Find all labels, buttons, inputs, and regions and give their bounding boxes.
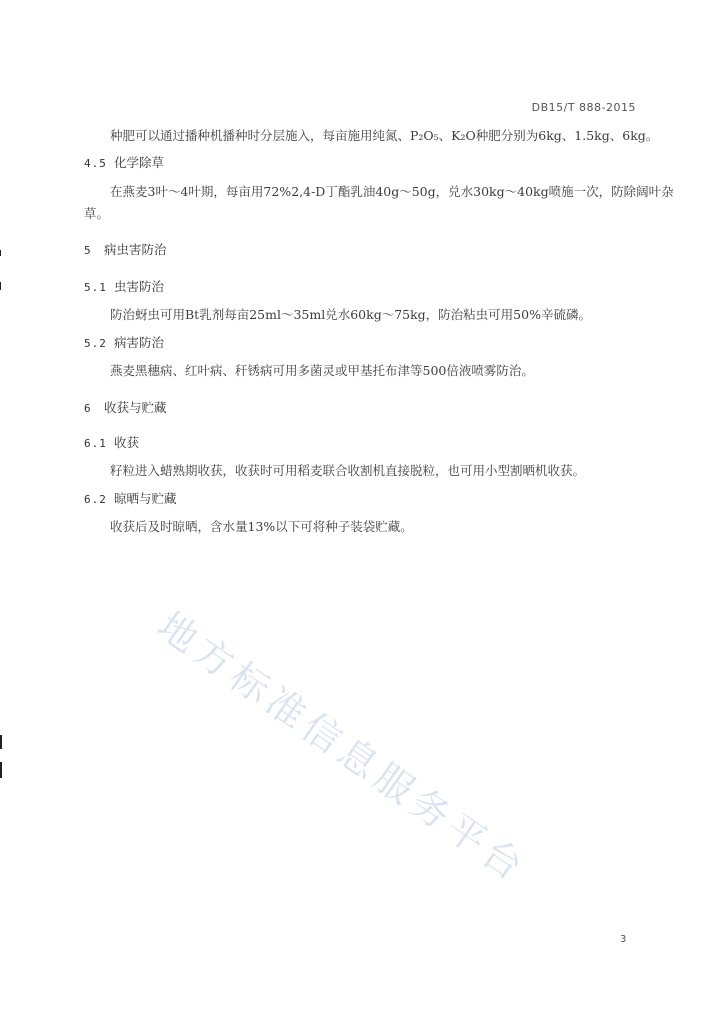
section-6-heading — [84, 400, 167, 417]
section-number: 5 — [84, 244, 92, 257]
scan-edge-mark — [0, 250, 1, 256]
section-title: 病虫害防治 — [104, 242, 167, 257]
paragraph-harvest: 籽粒进入蜡熟期收获，收获时可用稻麦联合收割机直接脱粒，也可用小型割晒机收获。 — [110, 463, 586, 478]
section-title: 病害防治 — [114, 335, 165, 350]
scan-edge-mark — [0, 735, 2, 749]
section-number: 5.1 — [84, 281, 107, 294]
section-title: 晾晒与贮藏 — [114, 491, 177, 506]
section-number: 6.1 — [84, 437, 107, 450]
paragraph-fertilizer: 种肥可以通过播种机播种时分层施入，每亩施用纯氮、P₂O₅、K₂O种肥分别为6kg、1.5kg、6kg。 — [110, 128, 659, 143]
section-title: 化学除草 — [114, 155, 165, 170]
paragraph-weeding-line2: 草。 — [84, 206, 110, 221]
watermark: 地方标准信息服务平台 — [149, 603, 536, 892]
paragraph-weeding-line1: 在燕麦3叶～4叶期，每亩用72%2,4-D丁酯乳油40g～50g，兑水30kg～40kg喷施一次，防除阔叶杂 — [110, 184, 674, 199]
section-number: 4.5 — [84, 157, 107, 170]
section-title: 收获与贮藏 — [104, 400, 167, 415]
section-5-2-heading — [84, 335, 164, 352]
paragraph-pest-control: 防治蚜虫可用Bt乳剂每亩25ml～35ml兑水60kg～75kg，防治粘虫可用50%辛硫磷。 — [110, 307, 591, 322]
section-title: 收获 — [114, 435, 140, 450]
section-number: 6 — [84, 402, 92, 415]
section-number: 5.2 — [84, 337, 107, 350]
paragraph-storage: 收获后及时晾晒，含水量13%以下可将种子装袋贮藏。 — [110, 519, 413, 534]
section-5-heading — [84, 242, 167, 259]
section-6-2-heading — [84, 491, 177, 508]
section-5-1-heading — [84, 279, 164, 296]
scan-edge-mark — [0, 762, 2, 778]
standard-number: DB15/T 888-2015 — [531, 101, 636, 114]
scan-edge-mark — [0, 282, 1, 290]
paragraph-disease-control: 燕麦黑穗病、红叶病、秆锈病可用多菌灵或甲基托布津等500倍液喷雾防治。 — [110, 363, 534, 378]
section-4-5-heading — [84, 155, 164, 172]
section-6-1-heading — [84, 435, 139, 452]
section-title: 虫害防治 — [114, 279, 165, 294]
page-number: 3 — [620, 934, 627, 945]
section-number: 6.2 — [84, 493, 107, 506]
